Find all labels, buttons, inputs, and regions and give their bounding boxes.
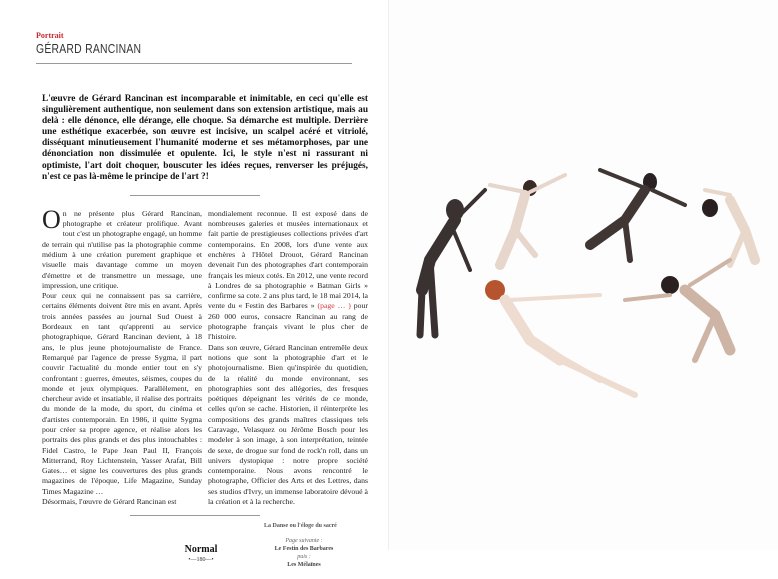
- next-pages: [264, 537, 344, 569]
- left-page: [0, 0, 388, 579]
- intro-divider: [130, 195, 260, 196]
- body-paragraph: mondialement reconnue. Il est exposé dans de nombreuses galeries et musées internationaux et fait partie de prestigieuses collections privées d'art contemporains. En 2008, lors d'une vente aux enchères à l'Hôtel Drouot, Gérard Rancinan devenait l'un des photographes d'art contemporain français les mieux cotés. En 2012, une vente record à Londres de sa photographie « Batman Girls » confirme sa cote. 2 ans plus tard, le 18 mai 2014, la vente du « Festin des Barbares »: [208, 208, 368, 311]
- next-label: Page suivante :: [285, 538, 323, 545]
- body-paragraph: pour 260 000 euros, consacre Rancinan au rang de photographe français vivant le plus cher de l'histoire.: [208, 301, 369, 342]
- dancer-figure: [625, 260, 730, 360]
- page-footer: [36, 522, 352, 569]
- then-label: puis :: [297, 554, 311, 561]
- brand-name: Normal: [184, 544, 218, 556]
- dancers-photo: [400, 150, 775, 410]
- drop-cap: O: [42, 204, 61, 234]
- body-paragraph: Pour ceux qui ne connaissent pas sa carrière, certains éléments doivent être mis en avant. Après trois années passées au journal Sud Ouest à Bordeaux en tant qu'apprenti au service photographique, Gérard Rancinan devient, à 18 ans, le plus jeune photojournaliste de France. Remarqué par l'agence de presse Sygma, il part couvrir l'actualité du monde entier tout en s'y confrontant : guerres, émeutes, séismes, coupes du monde et jeux olympiques. Parallèlement, en chercheur avide et insatiable, il réalise des portraits du monde de la mode, du sport, du cinéma et d'artistes contemporain. En 1986, il quitte Sygma pour créer sa propre agence, et réalise alors les portraits des plus grands et des plus intouchables : Fidel Castro, le Pape Jean Paul II, François Mitterrand, Roy Lichtenstein, Yasser Arafat, Bill Gates… et signe les couvertures des plus grands magazines de l'époque, Life Magazine, Sunday Times Magazine …: [42, 291, 202, 496]
- footer-notes: [264, 522, 354, 569]
- body-column-right: [208, 209, 368, 508]
- then-title: Les Mélaïnes: [287, 562, 321, 569]
- page-reference-link[interactable]: (page … ): [317, 301, 351, 311]
- body-paragraph: n ne présente plus Gérard Rancinan, photographe et créateur prolifique. Avant tout c'est un photographe engagé, un homme de terrain qui n'utilise pas la photographie comme médium à une création purement graphique et visuelle mais davantage comme un moyen d'émettre et de transmettre un message, une impression, une critique.: [42, 208, 202, 290]
- section-label: Portrait: [36, 31, 64, 40]
- article-title: GÉRARD RANCINAN: [36, 41, 142, 56]
- body-paragraph: Dans son œuvre, Gérard Rancinan entremêle deux notions que sont la photographie d'art et le photojournalisme. Bien qu'inspirée du quotidien, de la réalité du monde environnant, ses photographies sont des allégories, des fresques poétiques dépeignant les vérités de ce monde, celles qu'on se cache. Historien, il réinterprète les compositions des grands maîtres classiques tels Caravage, Velasquez ou Jérôme Bosch pour les modeler à son image, à son interprétation, teintée de sexe, de drogue sur fond de rock'n roll, dans un univers dystopique : notre propre société contemporaine. Nous avons rencontré le photographe, Officier des Arts et des Lettres, dans ses studios d'Ivry, un immense laboratoire dévoué à la création et à la recherche.: [208, 342, 368, 507]
- body-column-left: [42, 204, 202, 508]
- body-columns: [42, 204, 369, 508]
- intro-paragraph: L'œuvre de Gérard Rancinan est incomparable et inimitable, en ceci qu'elle est singulièrement authentique, non seulement dans son extension artistique, mais au delà : elle dénonce, elle dérange, elle choque. Sa démarche est multiple. Derrière une esthétique exacerbée, son œuvre est incisive, un scalpel acéré et vitriolé, disséquant minutieusement l'humanité moderne et ses métamorphoses, par une dénonciation non dissimulée et opulente. Ici, le style n'est ni rassurant ni optimiste, l'art doit choquer, bouscuter les idées reçues, renverser les préjugés, n'est ce pas là-même le principe de l'art ?!: [42, 94, 368, 182]
- dancer-figure: [702, 190, 755, 265]
- photo-caption: La Danse ou l'éloge du sacré: [264, 523, 337, 530]
- next-title: Le Festin des Barbares: [274, 546, 334, 553]
- dancer-figure: [490, 175, 565, 265]
- footer-divider: [130, 515, 260, 516]
- title-divider: [36, 63, 352, 64]
- magazine-logo: [176, 544, 226, 569]
- dancer-figure: [590, 170, 685, 260]
- body-paragraph: Désormais, l'œuvre de Gérard Rancinan est: [42, 497, 177, 507]
- dancer-figure: [420, 190, 485, 335]
- dancer-figure: [485, 280, 635, 395]
- page-number: •—180—•: [188, 557, 214, 564]
